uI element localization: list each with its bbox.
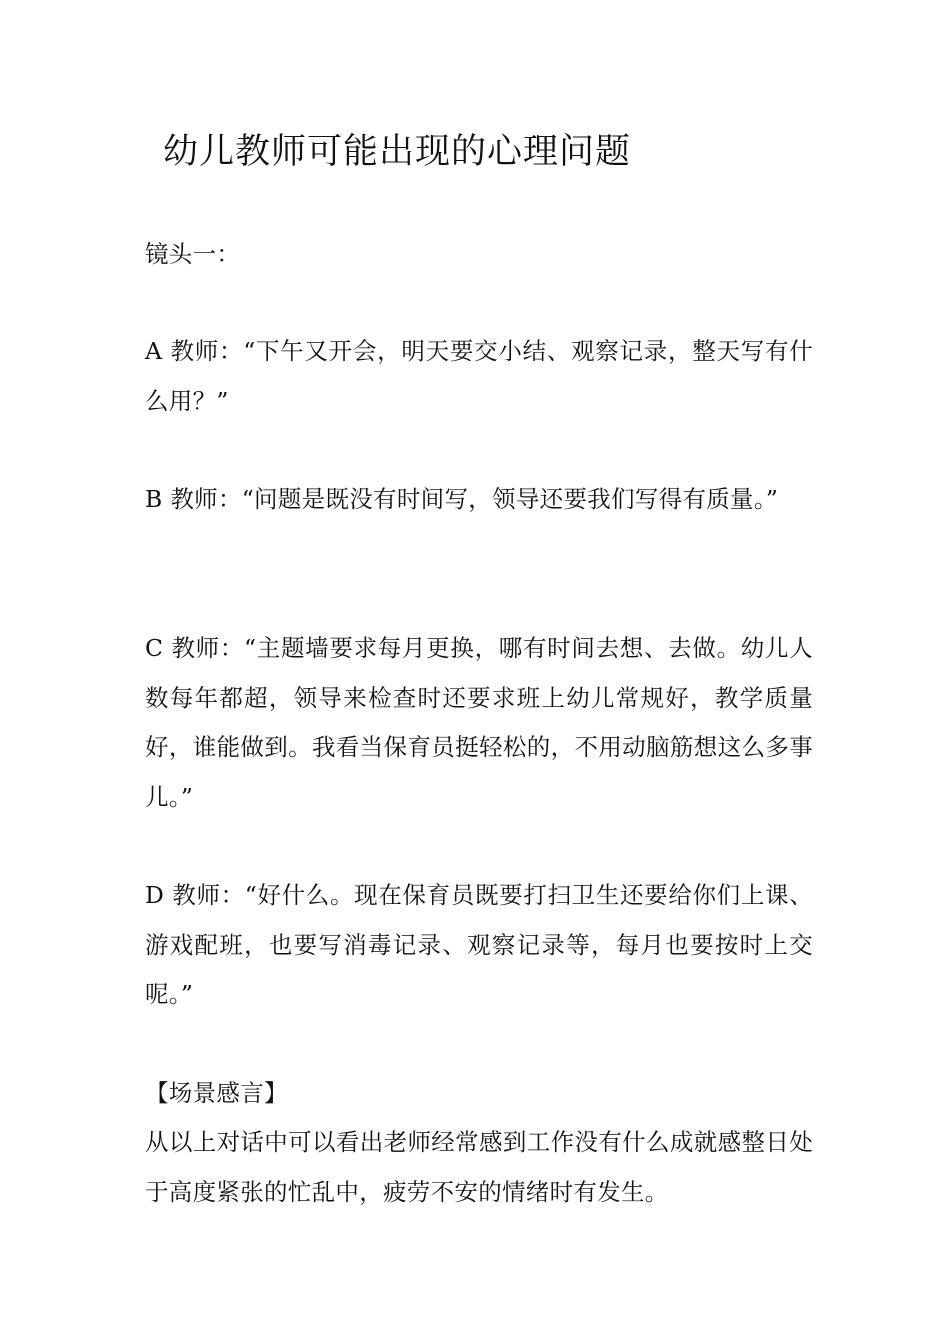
scene-reflection-body: 从以上对话中可以看出老师经常感到工作没有什么成就感整日处于高度紧张的忙乱中，疲劳不安的情绪时有发生。 <box>145 1128 813 1206</box>
document-title: 幼儿教师可能出现的心理问题 <box>163 132 632 172</box>
dialogue-teacher-a: A 教师：“下午又开会，明天要交小结、观察记录，整天写有什么用？” <box>145 337 813 415</box>
dialogue-teacher-b: B 教师：“问题是既没有时间写，领导还要我们写得有质量。” <box>145 485 779 513</box>
dialogue-teacher-c: C 教师：“主题墙要求每月更换，哪有时间去想、去做。幼儿人数每年都超，领导来检查时还要求班上幼儿常规好，教学质量好，谁能做到。我看当保育员挺轻松的，不用动脑筋想这么多事儿。” <box>145 634 813 811</box>
shot-label: 镜头一： <box>145 240 241 268</box>
dialogue-teacher-d: D 教师：“好什么。现在保育员既要打扫卫生还要给你们上课、游戏配班，也要写消毒记录、观察记录等，每月也要按时上交呢。” <box>145 881 813 1008</box>
scene-reflection-heading: 【场景感言】 <box>145 1079 288 1107</box>
